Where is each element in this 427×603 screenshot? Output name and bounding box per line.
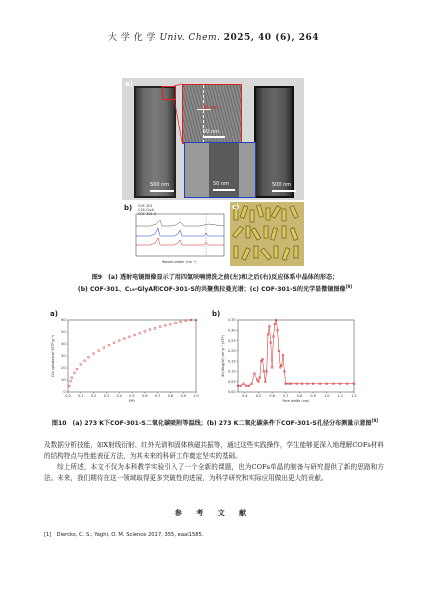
data-point bbox=[80, 363, 82, 365]
data-point bbox=[154, 327, 156, 329]
data-point bbox=[144, 330, 146, 332]
body-paragraph-2: 综上所述，本文不仅为本科教学实验引入了一个全新的课题，也为COFs单晶的制备与研究提供了新的思路和方法。未来，我们期待在这一领域取得更多突破性的进展，为科学研究和实际应用做出更大的贡献。 bbox=[44, 463, 384, 482]
data-point bbox=[113, 342, 115, 344]
y-tick-label: 0 bbox=[63, 390, 66, 395]
data-point bbox=[103, 347, 105, 349]
tem-zoom-bottom bbox=[184, 142, 256, 198]
scale-bar-left bbox=[150, 190, 174, 192]
x-tick-label: 0.8 bbox=[296, 394, 303, 398]
x-tick-label: 0.7 bbox=[283, 394, 289, 398]
scale-500nm-right: 500 nm bbox=[272, 182, 292, 188]
co2-isotherm-chart bbox=[44, 314, 204, 410]
y-tick-label: 30 bbox=[61, 354, 66, 359]
data-point bbox=[73, 372, 75, 374]
x-tick-label: 0.1 bbox=[78, 394, 84, 398]
scale-bar-right bbox=[272, 190, 296, 192]
y-tick-label: 0.15 bbox=[227, 359, 236, 364]
figure10-caption-text: 图10 (a) 273 K下COF-301-S二氧化碳吸附等温线；(b) 273 K二氧化碳条件下COF-301-S孔径分布测量示意图 bbox=[51, 420, 372, 428]
fig9-panel-b-label: b) bbox=[124, 204, 133, 212]
scale-500nm-left: 500 nm bbox=[150, 182, 170, 188]
figure9-caption-line2-text: (b) COF-301、C₁₆-GlyA和COF-301-S的共聚焦拉曼光谱；(c) COF-301-S的光学显微镜图像 bbox=[77, 286, 346, 294]
x-tick-label: 0.5 bbox=[129, 394, 135, 398]
data-point bbox=[149, 329, 151, 331]
x-axis-label: P/P₀ bbox=[128, 399, 136, 403]
data-point bbox=[118, 339, 120, 341]
data-point bbox=[134, 334, 136, 336]
legend-cof301s: COF-301-S bbox=[138, 212, 157, 216]
figure9-caption-line1: 图9 (a) 透射电镜图像显示了用四氢呋喃清洗之前(左)和之后(右)反应体系中晶体的形态； bbox=[91, 274, 339, 281]
data-point bbox=[175, 322, 177, 324]
x-tick-label: 0.7 bbox=[154, 394, 161, 398]
x-tick-label: 0.3 bbox=[103, 394, 110, 398]
figure9-caption-ref: [9] bbox=[345, 284, 353, 289]
body-paragraph-1: 及数据分析技能，如X射线衍射、红外光谱和固体核磁共振等，通过这些实践操作，学生能够更深入地理解COFs材料的结构特点与性能表征方法，为其未来的科研工作奠定坚实的基础。 bbox=[44, 441, 384, 460]
data-point bbox=[76, 368, 78, 370]
data-point bbox=[98, 350, 100, 352]
data-point bbox=[68, 385, 70, 387]
data-point bbox=[139, 332, 141, 334]
x-tick-label: 0.0 bbox=[65, 394, 71, 398]
figure10-caption-ref: [9] bbox=[371, 418, 379, 423]
data-point bbox=[84, 360, 86, 362]
y-tick-label: 0.30 bbox=[227, 328, 236, 333]
x-axis-label: Pore width (nm) bbox=[282, 399, 310, 403]
data-point bbox=[93, 353, 95, 355]
y-tick-label: 40 bbox=[61, 342, 66, 347]
scale-50nm-top: 50 nm bbox=[203, 129, 219, 135]
y-tick-label: 0.25 bbox=[227, 338, 236, 343]
x-tick-label: 1.1 bbox=[337, 394, 344, 398]
x-tick-label: 0.2 bbox=[90, 394, 97, 398]
optical-crystals bbox=[230, 202, 304, 266]
running-header bbox=[0, 30, 427, 43]
x-tick-label: 0.6 bbox=[142, 394, 148, 398]
x-tick-label: 1.0 bbox=[324, 394, 330, 398]
raman-xlabel: Wavenumber (cm⁻¹) bbox=[162, 260, 197, 264]
x-tick-label: 0.9 bbox=[180, 394, 186, 398]
data-point bbox=[87, 356, 89, 358]
x-tick-label: 0.4 bbox=[116, 394, 122, 398]
data-point bbox=[169, 323, 171, 325]
y-axis-label: dV/dlog(W) cm³g⁻¹ (STP) bbox=[221, 335, 225, 377]
tem-image-panel bbox=[122, 78, 304, 200]
reference-item: [1] Diercks, C. S.; Yaghi, O. M. Science 2017, 355, eaal1585. bbox=[44, 532, 204, 538]
data-point bbox=[70, 380, 72, 382]
pore-distribution-chart bbox=[212, 314, 362, 410]
raman-panel bbox=[122, 202, 228, 266]
raman-plot bbox=[130, 212, 226, 262]
header-journal: Univ. Chem. bbox=[159, 33, 221, 43]
optical-panel bbox=[230, 202, 304, 266]
y-tick-label: 20 bbox=[61, 366, 66, 371]
x-tick-label: 0.4 bbox=[242, 394, 248, 398]
x-tick-label: 0.6 bbox=[269, 394, 275, 398]
scale-bar-bottom bbox=[213, 189, 235, 191]
legend-cof301: COF-301 bbox=[138, 204, 153, 208]
fig9-panel-a-label: a) bbox=[125, 80, 133, 88]
figure9 bbox=[122, 78, 304, 267]
figure9-caption-line2 bbox=[40, 282, 390, 294]
header-citation: 2025, 40 (6), 264 bbox=[223, 33, 320, 43]
data-point bbox=[71, 377, 73, 379]
x-tick-label: 0.9 bbox=[310, 394, 316, 398]
data-point bbox=[164, 324, 166, 326]
legend-c16glya: C16-GlyA bbox=[138, 208, 154, 212]
y-axis-label: CO₂ uptake(cm³(STP)g⁻¹) bbox=[51, 334, 55, 378]
y-tick-label: 0.05 bbox=[227, 379, 236, 384]
data-point bbox=[159, 326, 161, 328]
series-line bbox=[238, 320, 354, 386]
fig10-panel-a-label: a) bbox=[50, 310, 58, 318]
y-tick-label: 0.10 bbox=[227, 369, 236, 374]
y-tick-label: 10 bbox=[61, 378, 66, 383]
fig9-panel-c-label: c) bbox=[232, 203, 240, 211]
data-point bbox=[180, 321, 182, 323]
data-point bbox=[128, 336, 130, 338]
x-tick-label: 0.8 bbox=[167, 394, 174, 398]
y-tick-label: 0.35 bbox=[227, 318, 236, 323]
x-tick-label: 1.2 bbox=[351, 394, 357, 398]
header-prefix: 大 学 化 学 bbox=[107, 33, 157, 43]
y-tick-label: 60 bbox=[61, 318, 66, 323]
data-point bbox=[123, 338, 125, 340]
figure10-caption bbox=[40, 416, 390, 428]
y-tick-label: 50 bbox=[61, 330, 66, 335]
scale-50nm-bottom: 50 nm bbox=[213, 181, 229, 187]
x-tick-label: 0.5 bbox=[255, 394, 262, 398]
references-title: 参 考 文 献 bbox=[174, 508, 253, 517]
plot-frame bbox=[68, 320, 196, 392]
x-tick-label: 1.0 bbox=[193, 394, 199, 398]
plot-frame bbox=[238, 320, 354, 392]
fig10-panel-b-label: b) bbox=[212, 310, 221, 318]
scale-30nm: 30 nm bbox=[202, 105, 218, 111]
y-tick-label: 0.20 bbox=[227, 349, 236, 354]
y-tick-label: 0.00 bbox=[227, 390, 236, 395]
figure9-caption bbox=[40, 273, 390, 294]
figure10 bbox=[44, 310, 384, 410]
data-point bbox=[108, 344, 110, 346]
